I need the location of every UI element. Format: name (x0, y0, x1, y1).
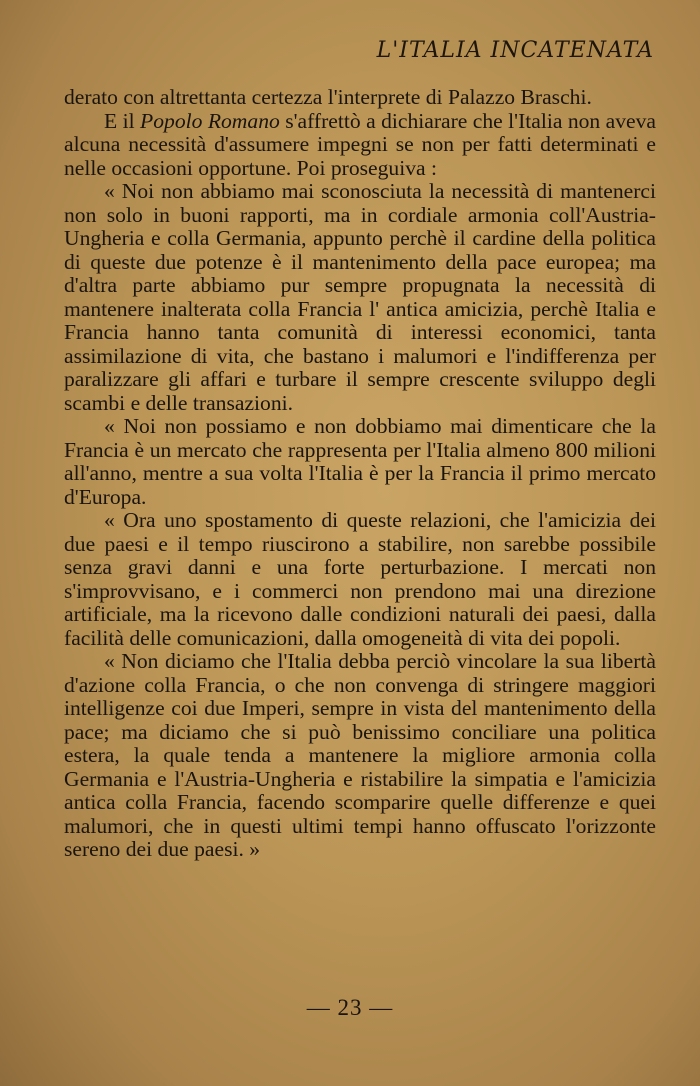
paragraph-2 (64, 110, 656, 181)
newspaper-title: Popolo Romano (140, 108, 280, 133)
paragraph-1: derato con altrettanta certezza l'interprete di Palazzo Braschi. (64, 85, 592, 109)
paragraph-5: « Ora uno spostamento di queste relazioni, che l'amicizia dei due paesi e il tempo riuscirono a stabilire, non sarebbe possibile senza gravi danni e una forte perturbazione. I mercati non s'improvvisano, e i commerci non prendono mai una direzione artificiale, ma la ricevono dalle condizioni naturali dei paesi, dalla facilità delle comunicazioni, dalla omogeneità di vita dei popoli. (64, 508, 656, 650)
paragraph-2-start: E il (104, 108, 141, 133)
paragraph-6: « Non diciamo che l'Italia debba perciò vincolare la sua libertà d'azione colla Francia, o che non convenga di stringere maggiori intelligenze coi due Imperi, sempre in vista del mantenimento della pace; ma diciamo che si può benissimo conciliare una politica estera, la quale tenda a mantenere la migliore armonia colla Germania e l'Austria-Ungheria e ristabilire la simpatia e l'amicizia antica colla Francia, facendo scomparire quelle differenze e quei malumori, che in questi ultimi tempi hanno offuscato l'orizzonte sereno dei due paesi. » (64, 649, 656, 861)
running-head: L'ITALIA INCATENATA (376, 38, 654, 63)
paragraph-2-end: s'affrettò a dichiarare che l'Italia non aveva alcuna necessità d'assumere impegni se non per fatti determinati e nelle occasioni opportune. Poi proseguiva : (64, 108, 656, 180)
page-number: — 23 — (306, 995, 394, 1020)
body-text (64, 86, 656, 862)
paragraph-3: « Noi non abbiamo mai sconosciuta la necessità di mantenerci non solo in buoni rapporti, ma in cordiale armonia coll'Austria-Ungheria e colla Germania, appunto perchè il cardine della politica di queste due potenze è il mantenimento della pace europea; ma d'altra parte abbiamo pur sempre propugnata la necessità di mantenere inalterata colla Francia l' antica amicizia, perchè Italia e Francia hanno tanta comunità di interessi economici, tanta assimilazione di vita, che bastano i malumori e l'indifferenza per paralizzare gli affari e turbare il sempre crescente sviluppo degli scambi e delle transazioni. (64, 179, 656, 415)
paragraph-4: « Noi non possiamo e non dobbiamo mai dimenticare che la Francia è un mercato che rappresenta per l'Italia almeno 800 milioni all'anno, mentre a sua volta l'Italia è per la Francia il primo mercato d'Europa. (64, 414, 656, 509)
